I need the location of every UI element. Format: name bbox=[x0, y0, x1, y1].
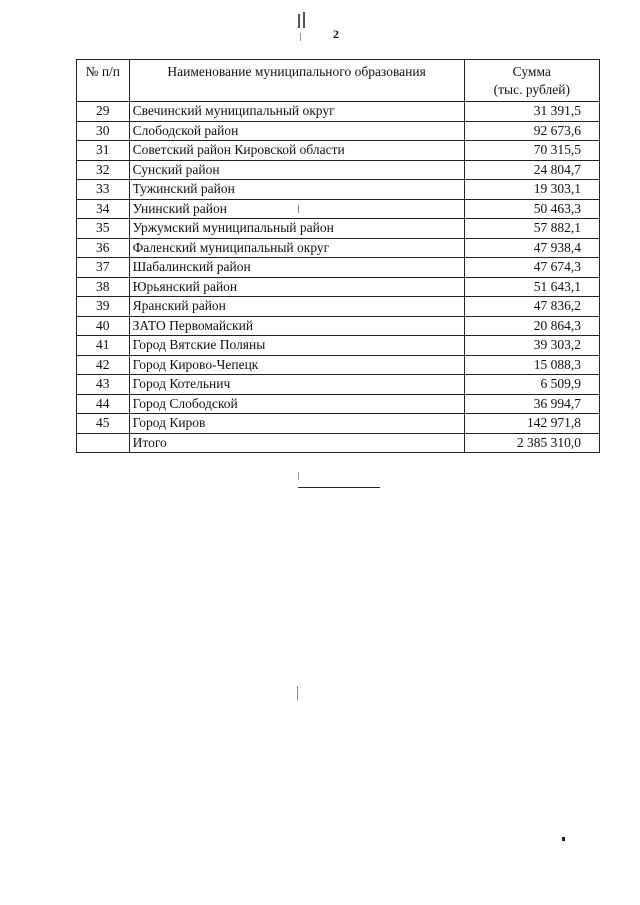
row-municipality: Свечинский муниципальный округ bbox=[129, 102, 464, 122]
row-municipality: Город Слободской bbox=[129, 394, 464, 414]
table-row bbox=[77, 258, 600, 278]
row-municipality: Слободской район bbox=[129, 121, 464, 141]
header-sum-label: Сумма bbox=[512, 64, 551, 79]
table-row bbox=[77, 336, 600, 356]
total-row bbox=[77, 433, 600, 453]
table-row bbox=[77, 414, 600, 434]
row-municipality: Юрьянский район bbox=[129, 277, 464, 297]
row-number: 40 bbox=[77, 316, 130, 336]
page-number: 2 bbox=[333, 27, 339, 41]
row-municipality: Сунский район bbox=[129, 160, 464, 180]
row-sum: 47 674,3 bbox=[464, 258, 599, 278]
table-row bbox=[77, 297, 600, 317]
table-row bbox=[77, 199, 600, 219]
table-row bbox=[77, 355, 600, 375]
row-number: 38 bbox=[77, 277, 130, 297]
row-municipality: Итого bbox=[129, 433, 464, 453]
row-number: 34 bbox=[77, 199, 130, 219]
table-row bbox=[77, 160, 600, 180]
table-header-row bbox=[77, 60, 600, 102]
table-row bbox=[77, 180, 600, 200]
scan-mark bbox=[298, 14, 300, 28]
row-sum: 50 463,3 bbox=[464, 199, 599, 219]
row-municipality: Город Киров bbox=[129, 414, 464, 434]
row-sum: 70 315,5 bbox=[464, 141, 599, 161]
row-municipality: Яранский район bbox=[129, 297, 464, 317]
row-number: 43 bbox=[77, 375, 130, 395]
scan-mark bbox=[298, 472, 299, 480]
row-municipality: Унинский район bbox=[129, 199, 464, 219]
row-municipality: Тужинский район bbox=[129, 180, 464, 200]
row-municipality: Город Вятские Поляны bbox=[129, 336, 464, 356]
row-number bbox=[77, 433, 130, 453]
row-number: 30 bbox=[77, 121, 130, 141]
table-row bbox=[77, 316, 600, 336]
row-municipality: Шабалинский район bbox=[129, 258, 464, 278]
row-sum: 47 836,2 bbox=[464, 297, 599, 317]
table-row bbox=[77, 121, 600, 141]
row-number: 35 bbox=[77, 219, 130, 239]
row-number: 44 bbox=[77, 394, 130, 414]
row-sum: 20 864,3 bbox=[464, 316, 599, 336]
allocation-table bbox=[76, 59, 600, 453]
row-sum: 47 938,4 bbox=[464, 238, 599, 258]
allocation-table-container bbox=[76, 59, 600, 453]
table-row bbox=[77, 102, 600, 122]
table-row bbox=[77, 141, 600, 161]
row-number: 42 bbox=[77, 355, 130, 375]
row-sum: 57 882,1 bbox=[464, 219, 599, 239]
row-sum: 31 391,5 bbox=[464, 102, 599, 122]
row-sum: 19 303,1 bbox=[464, 180, 599, 200]
row-number: 45 bbox=[77, 414, 130, 434]
row-sum: 36 994,7 bbox=[464, 394, 599, 414]
row-municipality: Советский район Кировской области bbox=[129, 141, 464, 161]
row-number: 33 bbox=[77, 180, 130, 200]
row-sum: 39 303,2 bbox=[464, 336, 599, 356]
scan-mark bbox=[562, 837, 565, 841]
row-municipality: Город Котельнич bbox=[129, 375, 464, 395]
row-sum: 2 385 310,0 bbox=[464, 433, 599, 453]
row-sum: 6 509,9 bbox=[464, 375, 599, 395]
row-number: 29 bbox=[77, 102, 130, 122]
row-sum: 92 673,6 bbox=[464, 121, 599, 141]
row-sum: 142 971,8 bbox=[464, 414, 599, 434]
table-row bbox=[77, 394, 600, 414]
end-rule bbox=[298, 487, 380, 488]
table-row bbox=[77, 375, 600, 395]
row-municipality: Уржумский муниципальный район bbox=[129, 219, 464, 239]
row-municipality: Город Кирово-Чепецк bbox=[129, 355, 464, 375]
scan-mark bbox=[297, 686, 298, 700]
row-sum: 51 643,1 bbox=[464, 277, 599, 297]
header-sum bbox=[464, 60, 599, 102]
header-municipality: Наименование муниципального образования bbox=[129, 60, 464, 102]
row-number: 39 bbox=[77, 297, 130, 317]
row-number: 31 bbox=[77, 141, 130, 161]
row-number: 32 bbox=[77, 160, 130, 180]
header-sum-unit: (тыс. рублей) bbox=[493, 82, 570, 97]
header-number: № п/п bbox=[77, 60, 130, 102]
row-sum: 15 088,3 bbox=[464, 355, 599, 375]
table-row bbox=[77, 238, 600, 258]
row-municipality: ЗАТО Первомайский bbox=[129, 316, 464, 336]
row-number: 41 bbox=[77, 336, 130, 356]
scan-mark bbox=[303, 12, 305, 28]
scan-mark bbox=[300, 33, 301, 41]
table-body bbox=[77, 102, 600, 453]
table-row bbox=[77, 277, 600, 297]
row-municipality: Фаленский муниципальный округ bbox=[129, 238, 464, 258]
table-row bbox=[77, 219, 600, 239]
row-sum: 24 804,7 bbox=[464, 160, 599, 180]
row-number: 36 bbox=[77, 238, 130, 258]
row-number: 37 bbox=[77, 258, 130, 278]
